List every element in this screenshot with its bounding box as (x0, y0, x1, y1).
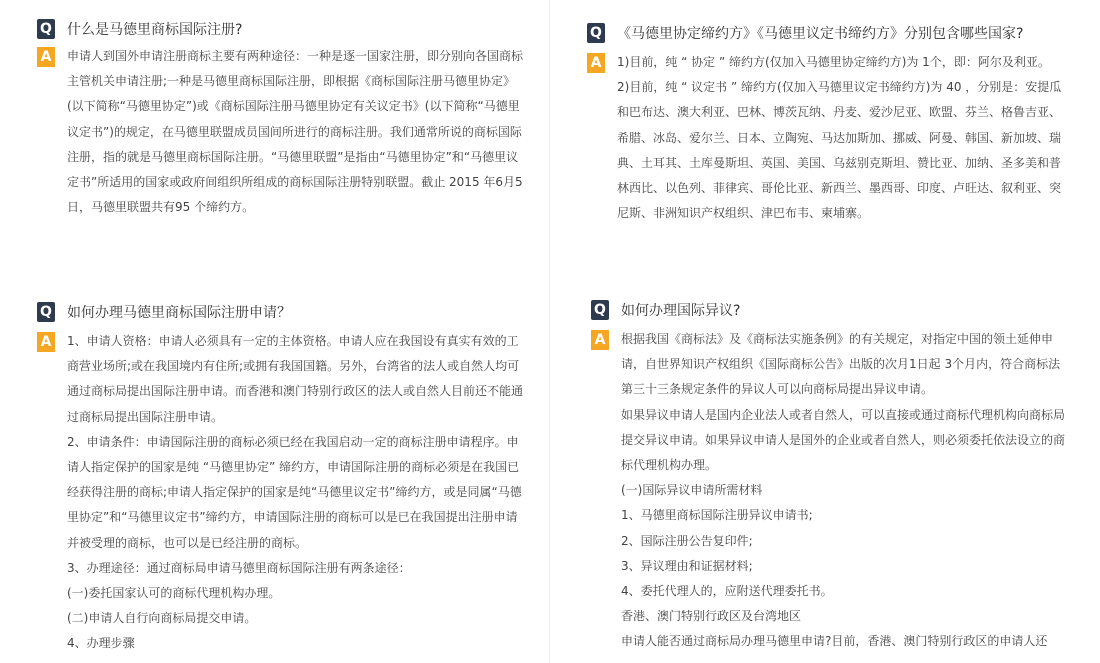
answer-paragraph: 申请人到国外申请注册商标主要有两种途径：一种是逐一国家注册，即分别向各国商标主管机关申请注册;一种是马德里商标国际注册，即根据《商标国际注册马德里协定》(以下简称“马德里协定”)或《商标国际注册马德里协定有关议定书》(以下简称“马德里议定书”)的规定，在马德里联盟成员国间所进行的商标注册。我们通常所说的商标国际注册，指的就是马德里商标国际注册。“马德里联盟”是指由“马德里协定”和“马德里议定书”所适用的国家或政府间组织所组成的商标国际注册特别联盟。截止 2015 年6月5日，马德里联盟共有95 个缔约方。 (67, 49, 524, 215)
question-badge-icon: Q (587, 23, 605, 43)
answer-paragraph: 申请人能否通过商标局办理马德里申请?目前，香港、澳门特别行政区的申请人还 (621, 634, 1048, 649)
faq-item-international-opposition (591, 298, 1071, 655)
answer-paragraph: 3、异议理由和证据材料; (621, 558, 753, 573)
column-divider (549, 0, 550, 663)
faq-item-how-to-apply (37, 300, 527, 657)
question-row (37, 300, 527, 324)
question-text: 什么是马德里商标国际注册? (67, 22, 243, 38)
answer-badge-icon: A (587, 53, 605, 73)
answer-paragraph: 2)目前，纯 “ 议定书 ” 缔约方(仅加入马德里议定书缔约方)为 40 ，分别是：安提瓜和巴布达、澳大利亚、巴林、博茨瓦纳、丹麦、爱沙尼亚、欧盟、芬兰、格鲁吉亚、希腊、冰岛、爱尔兰、日本、立陶宛、马达加斯加、挪威、阿曼、韩国、新加坡、瑞典、土耳其、土库曼斯坦、英国、美国、乌兹别克斯坦、赞比亚、加纳、圣多美和普林西比、以色列、菲律宾、哥伦比亚、新西兰、墨西哥、印度、卢旺达、叙利亚、突尼斯、非洲知识产权组织、津巴布韦、柬埔寨。 (617, 80, 1062, 221)
answer-paragraph: (一)国际异议申请所需材料 (621, 483, 763, 498)
answer-text (67, 332, 527, 657)
answer-row (37, 47, 527, 220)
question-row (591, 298, 1071, 322)
answer-paragraph: 4、办理步骤 (67, 636, 135, 651)
question-badge-icon: Q (37, 19, 55, 39)
answer-paragraph: (一)委托国家认可的商标代理机构办理。 (67, 586, 281, 601)
question-row (587, 21, 1067, 45)
faq-item-madrid-definition (37, 17, 527, 220)
answer-badge-icon: A (37, 332, 55, 352)
answer-row (591, 330, 1071, 655)
answer-paragraph: 4、委托代理人的，应附送代理委托书。 (621, 584, 833, 599)
question-row (37, 17, 527, 41)
answer-paragraph: 香港、澳门特别行政区及台湾地区 (621, 609, 802, 624)
question-text: 《马德里协定缔约方》《马德里议定书缔约方》分别包含哪些国家? (617, 26, 1024, 42)
answer-row (37, 332, 527, 657)
answer-paragraph: 2、申请条件：申请国际注册的商标必须已经在我国启动一定的商标注册申请程序。申请人指定保护的国家是纯 “马德里协定” 缔约方，申请国际注册的商标必须是在我国已经获得注册的商标;申请人指定保护的国家是纯“马德里议定书”缔约方，或是同属“马德里协定”和“马德里议定书”缔约方，申请国际注册的商标可以是已在我国提出注册申请并被受理的商标，也可以是已经注册的商标。 (67, 434, 522, 550)
answer-text (617, 53, 1067, 226)
question-badge-icon: Q (37, 302, 55, 322)
answer-badge-icon: A (591, 330, 609, 350)
answer-text (67, 47, 527, 220)
answer-paragraph: 1、马德里商标国际注册异议申请书; (621, 508, 813, 523)
answer-badge-icon: A (37, 47, 55, 67)
answer-paragraph: 3、办理途径：通过商标局申请马德里商标国际注册有两条途径： (67, 560, 411, 575)
answer-paragraph: 2、国际注册公告复印件; (621, 533, 753, 548)
faq-item-member-countries (587, 21, 1067, 226)
answer-paragraph: (二)申请人自行向商标局提交申请。 (67, 611, 257, 626)
question-badge-icon: Q (591, 300, 609, 320)
answer-paragraph: 根据我国《商标法》及《商标法实施条例》的有关规定，对指定中国的领土延伸申请，自世界知识产权组织《国际商标公告》出版的次月1日起 3个月内，符合商标法第三十三条规定条件的异议人可以向商标局提出异议申请。 (621, 332, 1061, 397)
question-text: 如何办理马德里商标国际注册申请？ (67, 305, 291, 321)
answer-paragraph: 1、申请人资格：申请人必须具有一定的主体资格。申请人应在我国设有真实有效的工商营业场所;或在我国境内有住所;或拥有我国国籍。另外，台湾省的法人或自然人均可通过商标局提出国际注册申请。而香港和澳门特别行政区的法人或自然人目前还不能通过商标局提出国际注册申请。 (67, 334, 524, 424)
answer-paragraph: 1)目前，纯 “ 协定 ” 缔约方(仅加入马德里协定缔约方)为 1个，即：阿尔及利亚。 (617, 55, 1050, 69)
answer-paragraph: 如果异议申请人是国内企业法人或者自然人，可以直接或通过商标代理机构向商标局提交异议申请。如果异议申请人是国外的企业或者自然人，则必须委托依法设立的商标代理机构办理。 (621, 407, 1066, 473)
answer-row (587, 53, 1067, 226)
question-text: 如何办理国际异议? (621, 303, 741, 319)
answer-text (621, 330, 1071, 655)
